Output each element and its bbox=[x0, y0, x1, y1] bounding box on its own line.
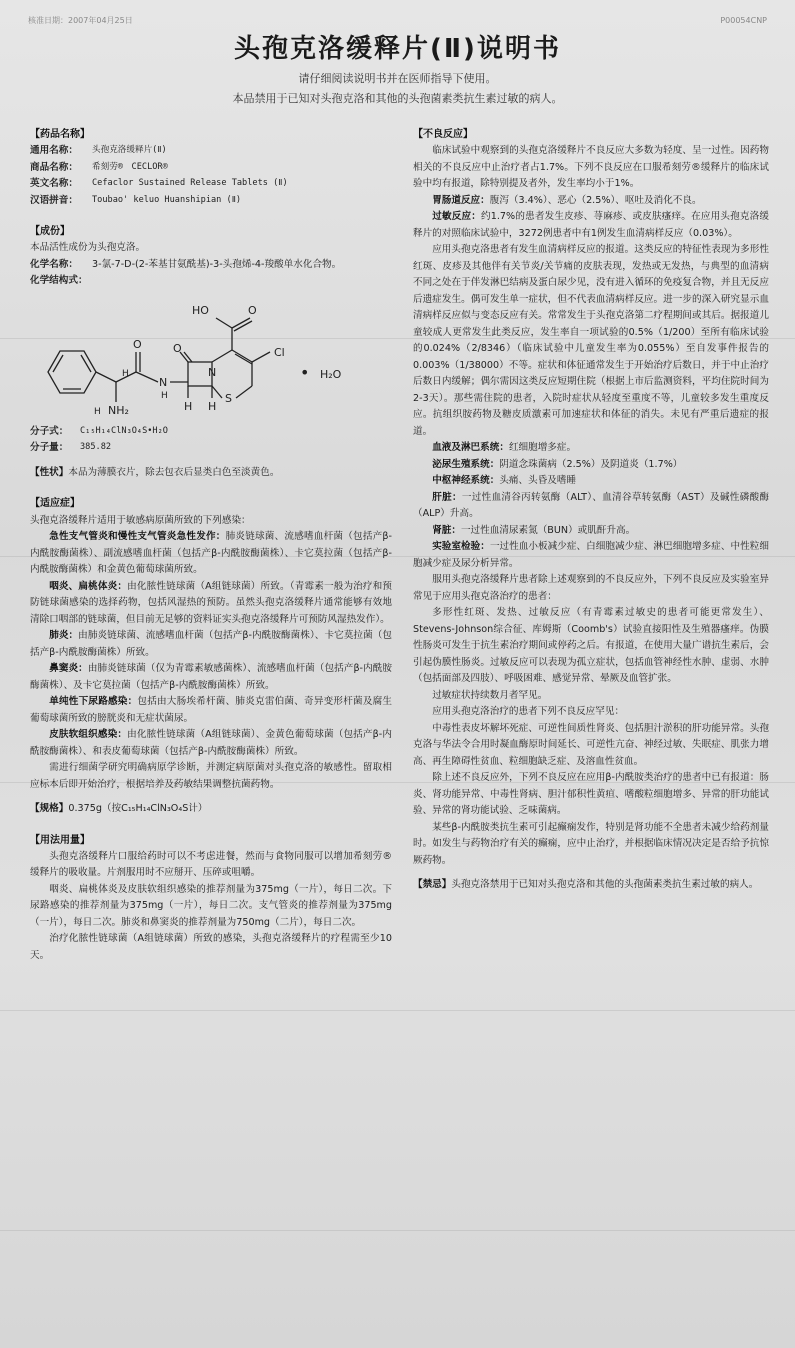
struct-lactam-o-label: O bbox=[173, 341, 182, 355]
struct-dot: • bbox=[300, 362, 310, 382]
properties-text: 本品为薄膜衣片，除去包衣后显类白色至淡黄色。 bbox=[68, 466, 280, 478]
pinyin-label: 汉语拼音： bbox=[30, 194, 78, 206]
indication-text: 肺炎链球菌、流感嗜血杆菌（包括产β-内酰胺酶菌株）、副流感嗜血杆菌（包括产β-内酰胺酶菌株）、卡它莫拉菌（包括产β-内酰胺酶菌株）和金黄色葡萄球菌所致。 bbox=[30, 531, 392, 576]
adverse-nerve-title: 中枢神经系统： bbox=[432, 475, 500, 487]
section-heading-composition: 【成份】 bbox=[30, 226, 70, 238]
struct-h-alpha-label: H bbox=[94, 406, 101, 417]
contraindication-paragraph bbox=[413, 877, 769, 894]
section-heading-adverse: 【不良反应】 bbox=[413, 129, 473, 140]
adverse-gi bbox=[413, 193, 769, 210]
adverse-uro-text: 阴道念珠菌病（2.5%）及阴道炎（1.7%） bbox=[499, 458, 683, 470]
structure-diagram bbox=[30, 290, 370, 422]
adverse-liver bbox=[413, 490, 769, 523]
adverse-gi-text: 腹泻（3.4%）、恶心（2.5%）、呕吐及消化不良。 bbox=[489, 194, 702, 206]
struct-h2-label: H bbox=[208, 399, 217, 413]
adverse-paragraph: 临床试验中观察到的头孢克洛缓释片不良反应大多数为轻度、呈一过性。因药物相关的不良反应中止治疗者占1.7%。下列不良反应在口服希刻劳®缓释片的临床试验中均有报道，除特别提及者外，发生率均小于1%。 bbox=[413, 145, 769, 190]
pinyin-row bbox=[30, 193, 392, 210]
adverse-kidney bbox=[413, 523, 769, 540]
adverse-liver-title: 肝脏： bbox=[432, 491, 462, 503]
adverse-lab-title: 实验室检验： bbox=[432, 541, 490, 553]
struct-water-label: H₂O bbox=[320, 367, 342, 381]
adverse-allergy-title: 过敏反应： bbox=[432, 211, 482, 223]
dosage-paragraph: 头孢克洛缓释片口服给药时可以不考虑进餐，然而与食物同服可以增加希刻劳®缓释片的吸收量。片剂服用时不应掰开、压碎或咀嚼。 bbox=[30, 850, 392, 879]
adverse-uro-title: 泌尿生殖系统： bbox=[432, 458, 500, 470]
struct-s-label: S bbox=[225, 391, 232, 405]
adverse-blood bbox=[413, 440, 769, 457]
trade-name-row bbox=[30, 160, 392, 177]
struct-acid-o-label: O bbox=[248, 303, 257, 317]
indication-title: 单纯性下尿路感染： bbox=[49, 696, 138, 708]
section-heading-indications: 【适应症】 bbox=[30, 498, 80, 510]
indication-item bbox=[30, 579, 392, 629]
indication-text: 由化脓性链球菌（A组链球菌）所致。（青霉素一般为治疗和预防链球菌感染的选择药物，包括风湿热的预防。虽然头孢克洛缓释片通常能够有效地清除口咽部的链球菌，但目前无足够的资料证实头孢克洛缓释片可预防风湿热发作）。 bbox=[30, 580, 392, 625]
section-heading-dosage: 【用法用量】 bbox=[30, 834, 90, 846]
english-name-row bbox=[30, 176, 392, 193]
weight-value: 385.82 bbox=[80, 442, 112, 453]
page-title: 头孢克洛缓释片(Ⅱ)说明书 bbox=[234, 34, 561, 64]
indication-text: 由化脓性链球菌（A组链球菌）、金黄色葡萄球菌（包括产β-内酰胺酶菌株）、和表皮葡萄球菌（包括产β-内酰胺酶菌株）所致。 bbox=[30, 729, 392, 757]
struct-nh-label: N bbox=[159, 375, 168, 389]
struct-ho-label: HO bbox=[192, 303, 209, 317]
doc-code: P00054CNP bbox=[720, 16, 767, 25]
adverse-nerve-text: 头痛、头昏及嗜睡 bbox=[499, 475, 577, 487]
generic-name-value: 头孢克洛缓释片(Ⅱ) bbox=[92, 145, 167, 156]
indications-outro: 需进行细菌学研究明确病原学诊断，并测定病原菌对头孢克洛的敏感性。留取相应标本后即开始治疗，根据培养及药敏结果调整抗菌药物。 bbox=[30, 762, 392, 790]
struct-h1-label: H bbox=[184, 399, 193, 413]
indication-title: 急性支气管炎和慢性支气管炎急性发作： bbox=[49, 531, 226, 543]
weight-label: 分子量： bbox=[30, 442, 69, 454]
generic-name-row bbox=[30, 143, 392, 160]
struct-amide-o-label: O bbox=[133, 337, 142, 351]
adverse-paragraph: 过敏症状持续数月者罕见。 bbox=[432, 689, 548, 701]
indication-item bbox=[30, 661, 392, 694]
indication-title: 鼻窦炎： bbox=[49, 663, 88, 675]
top-meta bbox=[28, 14, 767, 28]
section-heading-spec: 【规格】 bbox=[30, 803, 69, 815]
subtitle-read-carefully: 请仔细阅读说明书并在医师指导下使用。 bbox=[298, 72, 497, 85]
chem-name-label: 化学名称： bbox=[30, 258, 78, 270]
struct-row bbox=[30, 273, 392, 290]
indication-item bbox=[30, 628, 392, 661]
composition-text: 本品活性成份为头孢克洛。 bbox=[30, 242, 146, 254]
indication-text: 由肺炎链球菌、流感嗜血杆菌（包括产β-内酰胺酶菌株）、卡它莫拉菌（包括产β-内酰胺酶菌株）所致。 bbox=[30, 630, 392, 658]
adverse-paragraph: 多形性红斑、发热、过敏反应（有青霉素过敏史的患者可能更常发生）、Stevens-Johnson综合征、库姆斯（Coomb's）试验直接阳性及生殖器瘙痒。伪膜性肠炎可发生于抗生素治疗期间或停药之后。有报道，在使用大量广谱抗生素后，会引起伪膜性肠炎。过敏反应可以表现为孤立症状，包括血管神经性水肿、虚弱、水肿（包括面部及四肢）、呼吸困难、感觉异常、晕厥及血管扩张。 bbox=[413, 607, 769, 685]
dosage-paragraph: 咽炎、扁桃体炎及皮肤软组织感染的推荐剂量为375mg（一片），每日二次。下尿路感染的推荐剂量为375mg（一片），每日二次。支气管炎的推荐剂量为375mg（一片），每日二次。肺炎和鼻窦炎的推荐剂量为750mg（二片），每日二次。 bbox=[30, 883, 392, 928]
indication-title: 肺炎： bbox=[49, 630, 79, 642]
english-name-value: Cefaclor Sustained Release Tablets (Ⅱ) bbox=[92, 178, 288, 189]
adverse-blood-title: 血液及淋巴系统： bbox=[432, 442, 509, 454]
indication-text: 包括由大肠埃希杆菌、肺炎克雷伯菌、奇异变形杆菌及腐生葡萄球菌所致的膀胱炎和无症状菌尿。 bbox=[30, 696, 392, 724]
left-column bbox=[30, 126, 392, 1336]
adverse-allergy bbox=[413, 209, 769, 242]
struct-h3-label: H bbox=[122, 368, 129, 379]
dosage-paragraph: 治疗化脓性链球菌（A组链球菌）所致的感染，头孢克洛缓释片的疗程需至少10天。 bbox=[30, 933, 392, 961]
adverse-kidney-text: 一过性血清尿素氮（BUN）或肌酐升高。 bbox=[460, 524, 636, 536]
adverse-paragraph: 应用头孢克洛治疗的患者下列不良反应罕见： bbox=[432, 706, 625, 718]
indication-text: 由肺炎链球菌（仅为青霉素敏感菌株）、流感嗜血杆菌（包括产β-内酰胺酶菌株）、及卡它莫拉菌（包括产β-内酰胺酶菌株）所致。 bbox=[30, 663, 392, 691]
formula-value: C₁₅H₁₄ClN₃O₄S•H₂O bbox=[80, 425, 168, 436]
adverse-paragraph: 服用头孢克洛缓释片患者除上述观察到的不良反应外，下列不良反应及实验室异常见于应用头孢克洛治疗的患者： bbox=[413, 574, 769, 602]
right-column bbox=[413, 126, 769, 1336]
pinyin-value: Toubao' keluo Huanshipian (Ⅱ) bbox=[92, 194, 242, 205]
spec-paragraph bbox=[30, 801, 392, 818]
struct-n-label: N bbox=[208, 365, 217, 379]
indication-item bbox=[30, 694, 392, 727]
adverse-blood-text: 红细胞增多症。 bbox=[508, 442, 577, 454]
indication-title: 咽炎、扁桃体炎： bbox=[49, 580, 128, 592]
indication-item bbox=[30, 727, 392, 760]
adverse-lab-text: 一过性血小板减少症、白细胞减少症、淋巴细胞增多症、中性粒细胞减少症及尿分析异常。 bbox=[413, 541, 769, 569]
adverse-paragraph: 中毒性表皮坏解坏死症、可逆性间质性肾炎、包括胆汁淤积的肝功能异常。头孢克洛与华法令合用时凝血酶原时间延长、可逆性亢奋、神经过敏、失眠症、肌张力增高、再生障碍性贫血、粒细胞缺乏症、及溶血性贫血。 bbox=[413, 722, 769, 767]
section-heading-drug-name: 【药品名称】 bbox=[30, 129, 90, 140]
indications-intro: 头孢克洛缓释片适用于敏感病原菌所致的下列感染： bbox=[30, 514, 251, 526]
adverse-uro bbox=[413, 457, 769, 474]
subtitle-contraindication: 本品禁用于已知对头孢克洛和其他的头孢菌素类抗生素过敏的病人。 bbox=[232, 92, 563, 105]
contraindication-text: 头孢克洛禁用于已知对头孢克洛和其他的头孢菌素类抗生素过敏的病人。 bbox=[451, 879, 759, 891]
formula-label: 分子式： bbox=[30, 425, 69, 437]
spec-text: 0.375g（按C₁₅H₁₄ClN₃O₄S计） bbox=[68, 803, 208, 815]
adverse-paragraph: 应用头孢克洛患者有发生血清病样反应的报道。这类反应的特征性表现为多形性红斑、皮疹及其他伴有关节炎/关节痛的皮肤表现，发热或无发热，与典型的血清病不同之处在于伴发淋巴结病及蛋白尿少见，没有进入循环的免疫复合物，并且无反应后遗症发生。偶可发生单一症状，但不代表血清病样反应。进一步的深入研究显示血清病样反应似与变态反应有关。常常发生于头孢克洛第二疗程期间或其后。据报道儿童较成人更常发生此类反应，发生率自一项试验的0.5%（1/200）至所有临床试验的0.024%（2/8346）（临床试验中儿童发生率为0.055%）至自发事件报告的0.003%（1/38000）不等。症状和体征通常发生于开始治疗后数日，并于中止治疗后数日内缓解；偶尔需因这类反应短期住院（根据上市后监测资料，平均住院时间为2-3天）。那些需住院的患者，入院时症状从轻度至重度不等，儿童较多发生重度反应。抗组织胺药物及糖皮质激素可加速症状和体征的消失。未见有严重后遗症的报道。 bbox=[413, 244, 769, 437]
properties-paragraph bbox=[30, 465, 392, 482]
chem-name-value: 3-氯-7-D-(2-苯基甘氨酰基)-3-头孢烯-4-羧酸单水化合物。 bbox=[92, 258, 342, 270]
indication-item bbox=[30, 529, 392, 579]
section-heading-properties: 【性状】 bbox=[30, 466, 69, 478]
chem-name-row bbox=[30, 257, 392, 274]
struct-cl-label: Cl bbox=[274, 345, 285, 359]
adverse-allergy-text: 约1.7%的患者发生皮疹、荨麻疹、或皮肤瘙痒。在应用头孢克洛缓释片的对照临床试验中，3272例患者中有1例发生血清病样反应（0.03%）。 bbox=[413, 211, 769, 239]
struct-nh-h-label: H bbox=[161, 390, 168, 401]
indication-title: 皮肤软组织感染： bbox=[49, 729, 128, 741]
generic-name-label: 通用名称： bbox=[30, 145, 78, 157]
trade-name-value: 希刻劳® CECLOR® bbox=[92, 161, 168, 172]
adverse-liver-text: 一过性血清谷丙转氨酶（ALT）、血清谷草转氨酶（AST）及碱性磷酸酶（ALP）升高。 bbox=[413, 491, 769, 520]
adverse-gi-title: 胃肠道反应： bbox=[432, 194, 490, 206]
formula-row bbox=[30, 424, 392, 441]
adverse-lab bbox=[413, 539, 769, 572]
struct-label: 化学结构式： bbox=[30, 275, 88, 287]
chemical-structure bbox=[30, 290, 370, 422]
approval-date: 核准日期：2007年04月25日 bbox=[28, 16, 133, 25]
weight-row bbox=[30, 440, 392, 457]
struct-nh2-label: NH₂ bbox=[108, 403, 129, 417]
adverse-nerve bbox=[413, 473, 769, 490]
adverse-paragraph: 除上述不良反应外，下列不良反应在应用β-内酰胺类治疗的患者中已有报道：肠炎、肾功能异常、中毒性肾病、胆汁郁积性黄疸、嗜酸粒细胞增多、异常的肝功能试验、异常的肾功能试验、乏味菌病。 bbox=[413, 772, 769, 817]
adverse-paragraph: 某些β-内酰胺类抗生素可引起癫痫发作，特别是肾功能不全患者未减少给药剂量时。如发生与药物治疗有关的癫痫，应中止治疗，并根据临床情况决定是否给予抗惊厥药物。 bbox=[413, 821, 769, 866]
adverse-kidney-title: 肾脏： bbox=[432, 524, 461, 536]
english-name-label: 英文名称： bbox=[30, 178, 78, 190]
section-heading-contraindications: 【禁忌】 bbox=[413, 879, 452, 891]
trade-name-label: 商品名称： bbox=[30, 161, 78, 173]
